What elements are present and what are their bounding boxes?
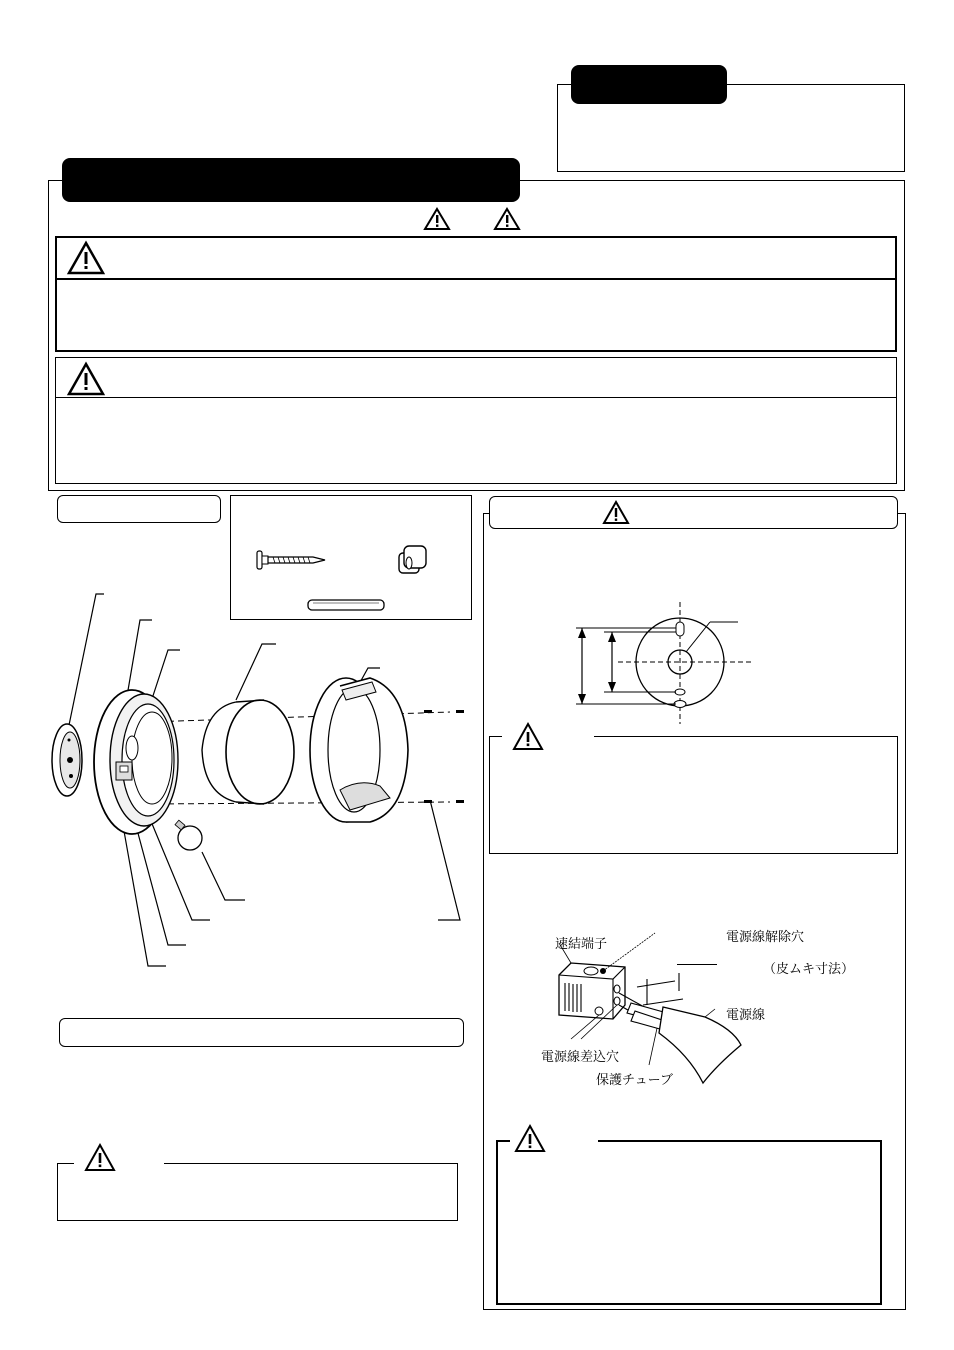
info-box-tab — [571, 65, 727, 104]
warning-body — [55, 280, 897, 352]
warning-header — [55, 236, 897, 280]
mounting-caution-box — [489, 736, 898, 854]
power-cable-label: 電源線 — [726, 1008, 766, 1023]
wiring-section-header — [489, 496, 898, 529]
caution-icon — [494, 207, 520, 231]
wiring-caution-icon — [514, 1124, 546, 1154]
wiring-caution-box — [496, 1140, 882, 1305]
installation-note-box — [57, 1163, 458, 1221]
caution-panel — [55, 357, 897, 484]
strip-length-label: （皮ムキ寸法） — [763, 962, 855, 977]
parts-title-box — [57, 495, 221, 523]
wiring-header-caution-icon — [602, 500, 630, 526]
warning-icon — [424, 207, 450, 231]
mounting-caution-icon — [512, 722, 544, 752]
anchor-plug-icon — [395, 543, 431, 577]
caution-header-icon — [66, 361, 106, 397]
caution-divider — [55, 397, 897, 398]
warning-header-icon — [66, 240, 106, 276]
insert-hole-label: 電源線差込穴 — [541, 1050, 620, 1065]
mounting-hole-diagram — [570, 600, 760, 730]
note-caution-icon — [84, 1143, 116, 1173]
terminal-label: 速結端子 — [555, 937, 608, 952]
protective-tube-label: 保護チューブ — [596, 1073, 673, 1088]
strip-length-leader — [677, 964, 717, 965]
installation-title-box — [59, 1018, 464, 1047]
release-hole-label: 電源線解除穴 — [726, 930, 805, 945]
safety-section-header — [62, 158, 520, 202]
screw-icon — [255, 548, 327, 572]
exploded-view-diagram — [40, 590, 480, 980]
